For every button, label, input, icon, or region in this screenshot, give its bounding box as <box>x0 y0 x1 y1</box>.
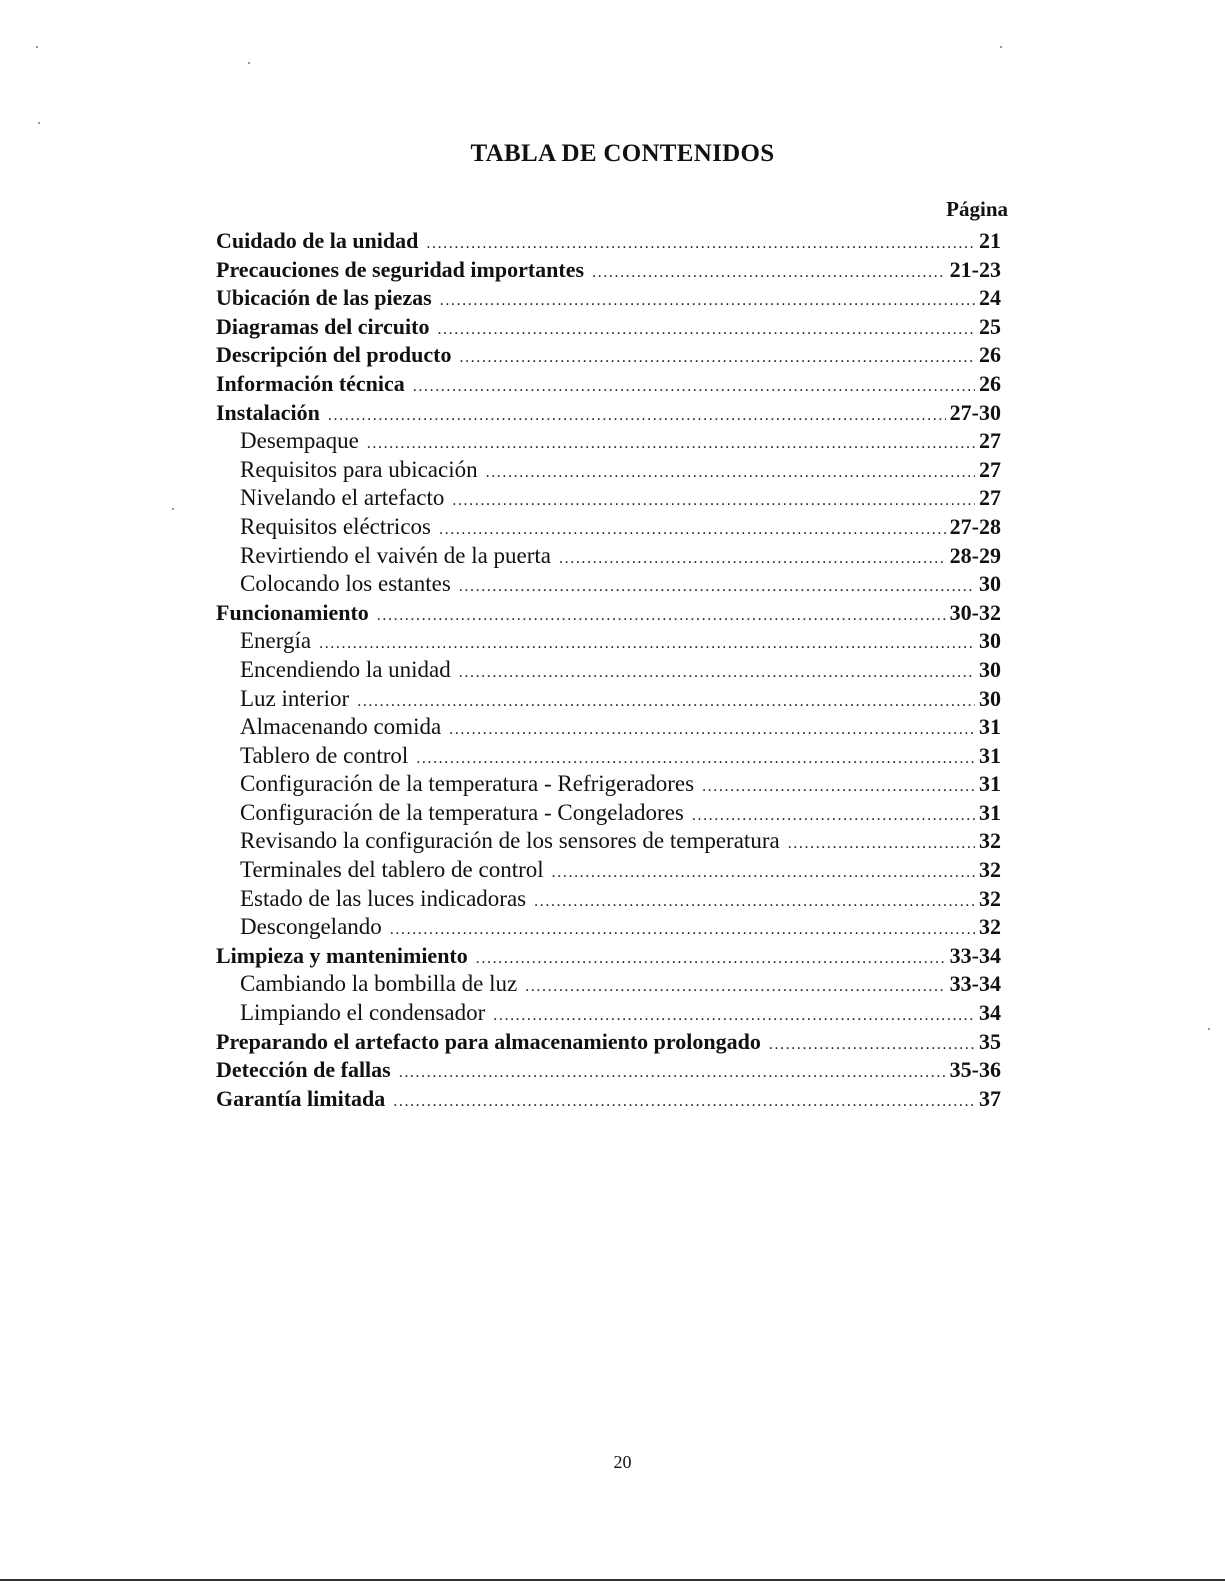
toc-entry-label: Detección de fallas <box>216 1057 391 1083</box>
toc-dot-leader <box>439 516 946 545</box>
toc-subsection-entry <box>216 570 1001 599</box>
toc-entry-page: 35-36 <box>949 1057 1001 1083</box>
toc-dot-leader <box>357 688 975 717</box>
toc-dot-leader <box>702 773 975 802</box>
toc-entry-label: Nivelando el artefacto <box>240 485 445 511</box>
toc-entry-page: 32 <box>979 885 1001 911</box>
toc-dot-leader <box>377 602 946 631</box>
scan-speck <box>1208 1028 1210 1030</box>
toc-entry-page: 30 <box>979 685 1001 711</box>
toc-entry-label: Ubicación de las piezas <box>216 285 432 311</box>
toc-section-entry <box>216 1085 1001 1114</box>
toc-entry-label: Revirtiendo el vaivén de la puerta <box>240 542 552 568</box>
toc-entry-page: 37 <box>979 1085 1001 1111</box>
scan-speck <box>172 508 174 510</box>
toc-entry-page: 32 <box>979 857 1001 883</box>
toc-section-entry <box>216 599 1001 628</box>
toc-entry-page: 28-29 <box>949 542 1001 568</box>
toc-section-entry <box>216 256 1001 285</box>
toc-entry-label: Garantía limitada <box>216 1085 386 1111</box>
toc-dot-leader <box>525 973 945 1002</box>
toc-entry-page: 24 <box>979 285 1001 311</box>
toc-section-entry <box>216 341 1001 370</box>
toc-dot-leader <box>476 945 946 974</box>
toc-dot-leader <box>449 716 975 745</box>
toc-subsection-entry <box>216 799 1001 828</box>
toc-entry-page: 26 <box>979 370 1001 396</box>
page-title: TABLA DE CONTENIDOS <box>470 140 775 167</box>
toc-entry-page: 35 <box>979 1028 1001 1054</box>
toc-entry-page: 25 <box>979 313 1001 339</box>
toc-entry-page: 31 <box>979 714 1001 740</box>
toc-subsection-entry <box>216 856 1001 885</box>
toc-section-entry <box>216 313 1001 342</box>
toc-dot-leader <box>328 402 946 431</box>
scan-speck <box>1000 46 1002 48</box>
toc-entry-label: Cambiando la bombilla de luz <box>240 971 518 997</box>
toc-entry-label: Limpieza y mantenimiento <box>216 942 468 968</box>
toc-entry-page: 27 <box>979 428 1001 454</box>
toc-subsection-entry <box>216 827 1001 856</box>
toc-section-entry <box>216 1028 1001 1057</box>
toc-dot-leader <box>459 344 975 373</box>
toc-dot-leader <box>692 802 975 831</box>
toc-entry-label: Limpiando el condensador <box>240 1000 486 1026</box>
toc-dot-leader <box>493 1002 975 1031</box>
toc-subsection-entry <box>216 484 1001 513</box>
toc-entry-label: Terminales del tablero de control <box>240 857 544 883</box>
toc-subsection-entry <box>216 770 1001 799</box>
toc-dot-leader <box>399 1059 946 1088</box>
toc-entry-page: 21 <box>979 228 1001 253</box>
toc-entry-label: Descongelando <box>240 914 382 940</box>
toc-dot-leader <box>769 1031 975 1060</box>
scan-speck <box>248 62 250 64</box>
toc-dot-leader <box>534 888 975 917</box>
toc-entry-page: 30 <box>979 628 1001 654</box>
toc-entry-page: 27 <box>979 456 1001 482</box>
toc-entry-page: 30 <box>979 571 1001 597</box>
toc-entry-page: 31 <box>979 799 1001 825</box>
toc-entry-label: Descripción del producto <box>216 342 452 368</box>
toc-dot-leader <box>788 830 975 859</box>
toc-subsection-entry <box>216 742 1001 771</box>
page-column-header: Página <box>946 197 1008 221</box>
toc-dot-leader <box>393 1088 975 1117</box>
toc-entry-label: Desempaque <box>240 428 359 454</box>
toc-subsection-entry <box>216 685 1001 714</box>
scan-speck <box>38 122 40 124</box>
toc-entry-label: Almacenando comida <box>240 714 442 740</box>
toc-entry-page: 27 <box>979 485 1001 511</box>
toc-section-entry <box>216 1056 1001 1085</box>
toc-dot-leader <box>440 287 975 316</box>
toc-dot-leader <box>459 659 975 688</box>
toc-subsection-entry <box>216 542 1001 571</box>
toc-dot-leader <box>319 630 975 659</box>
toc-dot-leader <box>367 430 975 459</box>
toc-entry-label: Requisitos para ubicación <box>240 456 478 482</box>
toc-subsection-entry <box>216 713 1001 742</box>
toc-entry-page: 27-30 <box>949 399 1001 425</box>
toc-entry-label: Funcionamiento <box>216 599 369 625</box>
toc-section-entry <box>216 370 1001 399</box>
toc-entry-label: Energía <box>240 628 312 654</box>
toc-entry-label: Luz interior <box>240 685 350 711</box>
toc-entry-page: 27-28 <box>949 513 1001 539</box>
page-number: 20 <box>613 1452 632 1472</box>
scan-speck <box>36 46 38 48</box>
toc-entry-label: Requisitos eléctricos <box>240 513 431 539</box>
toc-entry-label: Información técnica <box>216 370 405 396</box>
toc-subsection-entry <box>216 513 1001 542</box>
toc-dot-leader <box>459 573 975 602</box>
toc-dot-leader <box>559 545 946 574</box>
toc-dot-leader <box>416 745 975 774</box>
toc-section-entry <box>216 227 1001 256</box>
toc-dot-leader <box>592 259 946 288</box>
toc-dot-leader <box>452 487 975 516</box>
toc-entry-label: Instalación <box>216 399 320 425</box>
toc-dot-leader <box>486 459 975 488</box>
toc-entry-label: Encendiendo la unidad <box>240 656 451 682</box>
toc-entry-label: Cuidado de la unidad <box>216 228 419 253</box>
toc-entry-page: 33-34 <box>949 971 1001 997</box>
toc-dot-leader <box>437 316 975 345</box>
toc-entry-page: 31 <box>979 742 1001 768</box>
toc-entry-page: 34 <box>979 1000 1001 1026</box>
toc-subsection-entry <box>216 999 1001 1028</box>
toc-section-entry <box>216 942 1001 971</box>
toc-entry-page: 33-34 <box>949 942 1001 968</box>
toc-entry-label: Configuración de la temperatura - Congeladores <box>240 799 684 825</box>
toc-subsection-entry <box>216 456 1001 485</box>
toc-subsection-entry <box>216 627 1001 656</box>
toc-entry-label: Estado de las luces indicadoras <box>240 885 527 911</box>
toc-entry-label: Diagramas del circuito <box>216 313 430 339</box>
table-of-contents <box>216 227 1001 1113</box>
toc-entry-page: 30-32 <box>949 599 1001 625</box>
toc-entry-page: 32 <box>979 914 1001 940</box>
toc-section-entry <box>216 284 1001 313</box>
toc-entry-page: 32 <box>979 828 1001 854</box>
toc-dot-leader <box>552 859 975 888</box>
toc-entry-label: Revisando la configuración de los sensores de temperatura <box>240 828 780 854</box>
toc-dot-leader <box>390 916 975 945</box>
toc-dot-leader <box>426 230 975 259</box>
toc-subsection-entry <box>216 427 1001 456</box>
scan-bottom-edge <box>0 1579 1225 1581</box>
toc-entry-page: 31 <box>979 771 1001 797</box>
toc-entry-label: Preparando el artefacto para almacenamiento prolongado <box>216 1028 761 1054</box>
toc-subsection-entry <box>216 656 1001 685</box>
toc-section-entry <box>216 399 1001 428</box>
toc-subsection-entry <box>216 913 1001 942</box>
toc-entry-page: 26 <box>979 342 1001 368</box>
toc-entry-label: Configuración de la temperatura - Refrigeradores <box>240 771 695 797</box>
toc-entry-page: 30 <box>979 656 1001 682</box>
toc-entry-label: Precauciones de seguridad importantes <box>216 256 585 282</box>
toc-subsection-entry <box>216 970 1001 999</box>
toc-entry-page: 21-23 <box>949 256 1001 282</box>
toc-entry-label: Tablero de control <box>240 742 409 768</box>
toc-dot-leader <box>413 373 975 402</box>
toc-subsection-entry <box>216 885 1001 914</box>
toc-entry-label: Colocando los estantes <box>240 571 451 597</box>
